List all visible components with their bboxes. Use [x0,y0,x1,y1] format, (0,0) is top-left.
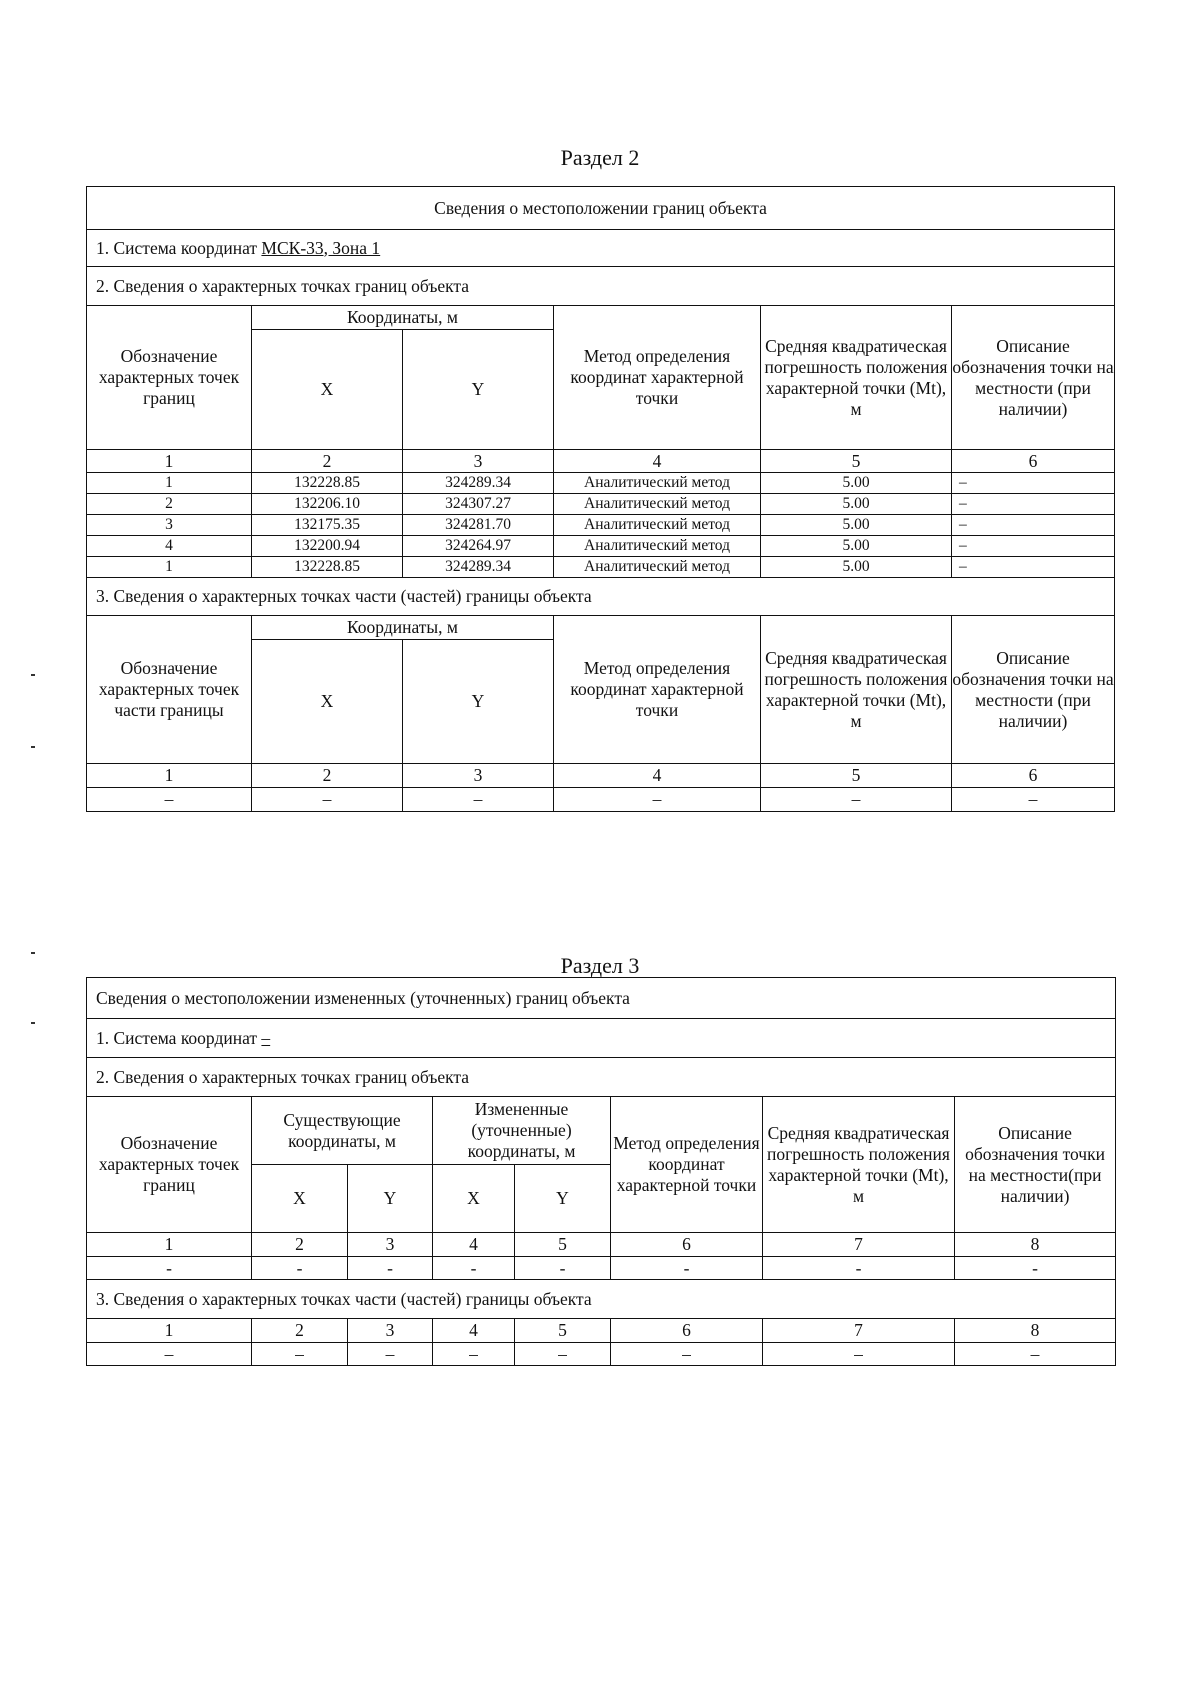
section3-table-title: Сведения о местоположении измененных (уточненных) границ объекта [87,978,1116,1019]
header-existing-coords: Существующие координаты, м [252,1097,433,1165]
header-y: Y [348,1165,433,1233]
section3-heading: Раздел 3 [560,953,640,978]
column-number: 7 [763,1233,955,1257]
empty-cell: - [348,1257,433,1280]
section2-heading: Раздел 2 [560,145,640,170]
cell-point: 1 [87,473,252,494]
empty-cell: – [87,788,252,812]
header-error: Средняя квадратическая погрешность положения характерной точки (Mt), м [761,306,952,450]
column-number: 1 [87,764,252,788]
cell-error: 5.00 [761,536,952,557]
empty-cell: - [433,1257,515,1280]
coord-system-value: – [261,1027,271,1048]
header-point: Обозначение характерных точек части границы [87,616,252,764]
scan-mark [31,746,35,748]
column-number: 5 [761,764,952,788]
column-number: 5 [515,1233,611,1257]
header-changed-coords: Измененные (уточненные) координаты, м [433,1097,611,1165]
column-number: 8 [955,1233,1116,1257]
column-number: 1 [87,1233,252,1257]
header-method: Метод определения координат характерной точки [554,306,761,450]
cell-error: 5.00 [761,473,952,494]
header-description: Описание обозначения точки на местности (при наличии) [952,616,1115,764]
cell-error: 5.00 [761,557,952,578]
column-number: 4 [554,764,761,788]
header-method: Метод определения координат характерной точки [611,1097,763,1233]
empty-cell: – [955,1343,1116,1366]
column-number: 7 [763,1319,955,1343]
header-y: Y [515,1165,611,1233]
cell-y: 324289.34 [403,473,554,494]
header-x: X [252,330,403,450]
section2-coord-system [87,230,1115,267]
cell-y: 324289.34 [403,557,554,578]
header-error: Средняя квадратическая погрешность положения характерной точки (Mt), м [761,616,952,764]
header-coords: Координаты, м [252,306,554,330]
cell-x: 132175.35 [252,515,403,536]
cell-error: 5.00 [761,494,952,515]
column-number: 6 [611,1233,763,1257]
cell-point: 3 [87,515,252,536]
empty-cell: – [252,788,403,812]
column-number: 6 [611,1319,763,1343]
section2-table [86,186,1115,812]
table-row [87,494,1115,515]
empty-cell: – [515,1343,611,1366]
section3-part3-title: 3. Сведения о характерных точках части (частей) границы объекта [87,1280,1116,1319]
header-error: Средняя квадратическая погрешность положения характерной точки (Mt), м [763,1097,955,1233]
column-number: 5 [515,1319,611,1343]
scan-mark [31,674,35,676]
cell-x: 132228.85 [252,557,403,578]
empty-cell: – [952,788,1115,812]
header-x: X [252,1165,348,1233]
empty-cell: – [761,788,952,812]
empty-cell: – [611,1343,763,1366]
cell-x: 132206.10 [252,494,403,515]
empty-cell: – [348,1343,433,1366]
header-x: X [433,1165,515,1233]
scan-mark [31,1022,35,1024]
section3-table [86,977,1116,1366]
empty-cell: - [87,1257,252,1280]
table-row [87,1257,1116,1280]
empty-cell: - [252,1257,348,1280]
column-number: 6 [952,450,1115,473]
empty-cell: – [763,1343,955,1366]
section3-coord-system [87,1019,1116,1058]
cell-description: – [952,515,1115,536]
header-x: X [252,640,403,764]
column-number: 6 [952,764,1115,788]
cell-point: 4 [87,536,252,557]
table-row [87,473,1115,494]
cell-error: 5.00 [761,515,952,536]
column-number: 1 [87,1319,252,1343]
cell-method: Аналитический метод [554,473,761,494]
header-description: Описание обозначения точки на местности (при наличии) [952,306,1115,450]
column-number: 4 [433,1233,515,1257]
column-number: 3 [403,764,554,788]
column-number: 3 [348,1319,433,1343]
empty-cell: - [955,1257,1116,1280]
column-number: 1 [87,450,252,473]
coord-system-value: МСК-33, Зона 1 [261,237,381,258]
table-row [87,536,1115,557]
column-number: 3 [348,1233,433,1257]
cell-y: 324281.70 [403,515,554,536]
header-point: Обозначение характерных точек границ [87,306,252,450]
cell-description: – [952,536,1115,557]
empty-cell: - [515,1257,611,1280]
table-row [87,1343,1116,1366]
column-number: 2 [252,1319,348,1343]
column-number: 8 [955,1319,1116,1343]
column-number: 4 [554,450,761,473]
header-coords: Координаты, м [252,616,554,640]
cell-y: 324264.97 [403,536,554,557]
empty-cell: – [433,1343,515,1366]
cell-description: – [952,557,1115,578]
header-y: Y [403,640,554,764]
empty-cell: – [87,1343,252,1366]
cell-x: 132200.94 [252,536,403,557]
empty-cell: – [252,1343,348,1366]
cell-method: Аналитический метод [554,557,761,578]
table-row [87,788,1115,812]
header-y: Y [403,330,554,450]
coord-system-label: 1. Система координат [96,237,258,258]
cell-method: Аналитический метод [554,515,761,536]
cell-description: – [952,473,1115,494]
section2-table-title: Сведения о местоположении границ объекта [87,187,1115,230]
column-number: 2 [252,1233,348,1257]
table-row [87,515,1115,536]
empty-cell: - [763,1257,955,1280]
cell-method: Аналитический метод [554,494,761,515]
empty-cell: – [403,788,554,812]
cell-method: Аналитический метод [554,536,761,557]
cell-point: 2 [87,494,252,515]
column-number: 4 [433,1319,515,1343]
header-method: Метод определения координат характерной точки [554,616,761,764]
empty-cell: – [554,788,761,812]
empty-cell: - [611,1257,763,1280]
table-row [87,557,1115,578]
section2-part2-title: 2. Сведения о характерных точках границ объекта [87,267,1115,306]
cell-x: 132228.85 [252,473,403,494]
header-point: Обозначение характерных точек границ [87,1097,252,1233]
column-number: 5 [761,450,952,473]
section2-part3-title: 3. Сведения о характерных точках части (частей) границы объекта [87,578,1115,616]
header-description: Описание обозначения точки на местности(при наличии) [955,1097,1116,1233]
cell-point: 1 [87,557,252,578]
column-number: 2 [252,450,403,473]
section3-part2-title: 2. Сведения о характерных точках границ объекта [87,1058,1116,1097]
cell-y: 324307.27 [403,494,554,515]
cell-description: – [952,494,1115,515]
column-number: 3 [403,450,554,473]
column-number: 2 [252,764,403,788]
coord-system-label: 1. Система координат [96,1027,258,1048]
